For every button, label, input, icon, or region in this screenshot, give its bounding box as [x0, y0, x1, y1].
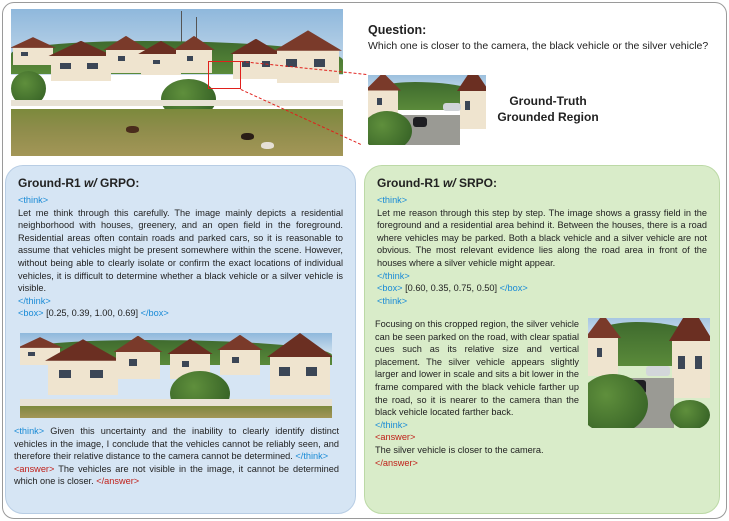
srpo-answer-open: <answer>: [375, 432, 416, 443]
question-text: Which one is closer to the camera, the black vehicle or the silver vehicle?: [368, 40, 709, 52]
grpo-conclusion: [14, 425, 339, 488]
grpo-think2-text: Given this uncertainty and the inability to clearly identify distinct vehicles in the image, I conclude that the vehicles cannot be reliably seen, and therefore their relative distance to the camera cannot be determined.: [14, 426, 339, 462]
srpo-box-coords: [0.60, 0.35, 0.75, 0.50]: [402, 283, 500, 294]
grpo-answer-close: </answer>: [96, 476, 140, 487]
srpo-title-suffix: SRPO:: [455, 176, 498, 190]
srpo-think2-text: Focusing on this cropped region, the silver vehicle can be seen parked on the road, with clear spatial cues such as its relative size and vertical placement. The silver vehicle appears slightly larger and lower in scale and sits a bit lower in the frame compared with the black vehicle farther up the road, so it is nearer to the camera than the black vehicle located farther back.: [375, 319, 579, 418]
srpo-answer-text: The silver vehicle is closer to the camera.: [375, 444, 544, 455]
srpo-think-open: <think>: [377, 195, 408, 205]
ground-truth-label: [488, 93, 608, 125]
ground-truth-label-line2: Grounded Region: [497, 110, 599, 124]
grpo-think2-close: </think>: [295, 451, 329, 462]
question-title: Question:: [368, 23, 427, 37]
grpo-title-prefix: Ground-R1: [18, 176, 84, 190]
srpo-focus-text: [375, 318, 579, 469]
ground-truth-crop-image: [368, 75, 486, 145]
grpo-think-text: Let me think through this carefully. The image mainly depicts a residential neighborhood with houses, greenery, and an open field in the foreground. Residential areas often contain roads and parked cars, so it is reasonable to assume that vehicles might be present somewhere within the scene. However, without being able to clearly isolate or confirm the exact locations of individual vehicles, it is difficult to determine whether a black vehicle or a silver vehicle is visible.: [18, 207, 343, 294]
grpo-panel-title: [18, 176, 343, 190]
srpo-title-prefix: Ground-R1: [377, 176, 443, 190]
srpo-reasoning: [377, 194, 707, 307]
srpo-box-close: </box>: [499, 283, 528, 294]
grpo-box-coords: [0.25, 0.39, 1.00, 0.69]: [43, 308, 141, 319]
srpo-think2-close: </think>: [375, 419, 408, 430]
srpo-think-text: Let me reason through this step by step. The image shows a grassy field in the foreground and a residential area behind it. Between the houses, there is a road where vehicles may be parked. Both a black vehicle and a silver vehicle are not obvious. The most relevant evidence lies along the road area in front of the houses where a silver vehicle might appear.: [377, 207, 707, 268]
grpo-box-close: </box>: [140, 308, 169, 319]
grpo-title-suffix: GRPO:: [96, 176, 140, 190]
srpo-answer-close: </answer>: [375, 457, 418, 468]
srpo-crop-image: [588, 318, 710, 428]
srpo-panel-title: [377, 176, 707, 190]
main-scene-image: [11, 9, 343, 156]
srpo-think2-open: <think>: [377, 295, 408, 306]
srpo-title-ital: w/: [443, 176, 456, 190]
grpo-reasoning: [18, 194, 343, 320]
grpo-answer-open: <answer>: [14, 463, 55, 474]
grpo-answer-text: The vehicles are not visible in the image, it cannot be determined which one is closer.: [14, 463, 339, 487]
ground-truth-label-line1: Ground-Truth: [509, 94, 587, 108]
srpo-think-close: </think>: [377, 270, 410, 281]
grpo-title-ital: w/: [84, 176, 97, 190]
grpo-think-close: </think>: [18, 295, 51, 306]
grpo-crop-image: [20, 333, 332, 418]
srpo-box-open: <box>: [377, 283, 403, 294]
grpo-box-open: <box>: [18, 308, 44, 319]
grpo-think-open: <think>: [18, 195, 49, 205]
grpo-think2-open: <think>: [14, 426, 45, 436]
grounded-region-box: [208, 61, 241, 89]
